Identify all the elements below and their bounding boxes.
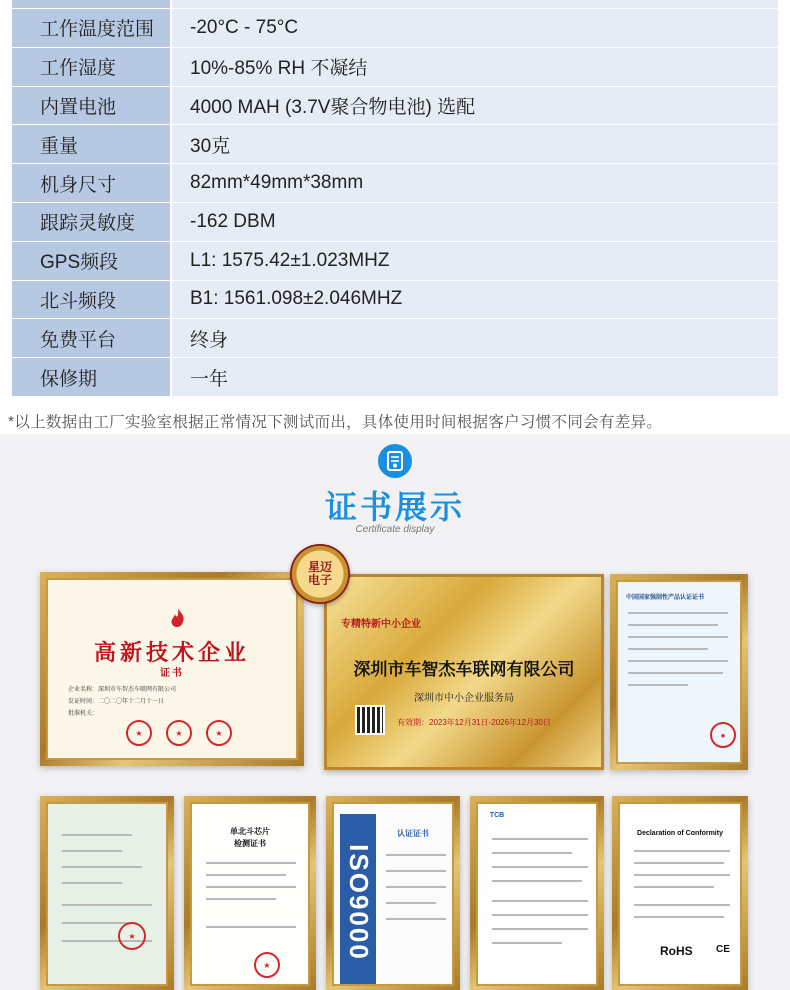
certificate-icon — [378, 444, 412, 478]
certificate-heading: 中国国家强制性产品认证证书 — [626, 595, 705, 601]
spec-row-top-edge — [12, 0, 778, 9]
spec-label: 北斗频段 — [12, 281, 172, 319]
spec-row — [12, 9, 778, 48]
spec-value: 4000 MAH (3.7V聚合物电池) 选配 — [172, 87, 778, 125]
certificate-high-tech — [40, 572, 304, 766]
iso-banner: ISO9000 — [340, 814, 376, 986]
plaque-org: 深圳市中小企业服务局 — [414, 693, 514, 704]
disclaimer-note: *以上数据由工厂实验室根据正常情况下测试而出，具体使用时间根据客户习惯不同会有差异。 — [8, 414, 663, 431]
red-seal-icon: ★ — [126, 720, 152, 746]
plaque-title: 深圳市车智杰车联网有限公司 — [353, 660, 575, 679]
certificate-beidou — [184, 796, 316, 990]
spec-label: 保修期 — [12, 358, 172, 396]
certificate-heading: 认证证书 — [397, 829, 429, 838]
badge-text: 星迈电子 — [307, 559, 332, 587]
spec-label: 工作温度范围 — [12, 9, 172, 47]
brand-badge — [290, 544, 350, 604]
red-seal-icon: ★ — [166, 720, 192, 746]
section-title: 证书展示 — [324, 489, 465, 525]
certificate-title: Declaration of Conformity — [637, 830, 723, 837]
plaque-tag: 专精特新中小企业 — [341, 619, 421, 630]
certificate-title: 单北斗芯片 — [230, 827, 270, 836]
spec-value: B1: 1561.098±2.046MHZ — [172, 281, 778, 319]
spec-row — [12, 242, 778, 281]
certificate-section — [0, 434, 790, 990]
certificate-tcb — [470, 796, 604, 990]
spec-value: -20°C - 75°C — [172, 9, 778, 47]
spec-label: 机身尺寸 — [12, 164, 172, 202]
certificate-subtitle: 证书 — [160, 668, 184, 679]
plaque-validity: 有效期：2023年12月31日-2026年12月30日 — [397, 718, 551, 727]
spec-label: 免费平台 — [12, 319, 172, 357]
certificate-iso — [326, 796, 460, 990]
spec-value: 终身 — [172, 319, 778, 357]
rohs-logo: RoHS — [660, 944, 693, 958]
certificate-line: 批准机关： — [68, 711, 99, 717]
spec-table — [12, 0, 778, 397]
certificate-ccc — [610, 574, 748, 770]
qr-code-icon — [355, 705, 385, 735]
tcb-logo: TCB — [489, 812, 505, 819]
certificate-line: 企业名称：深圳市车智杰车联网有限公司 — [68, 687, 177, 693]
spec-label: 内置电池 — [12, 87, 172, 125]
certificate-line: 发证时间：二〇二〇年十二月十一日 — [68, 699, 165, 705]
spec-row — [12, 203, 778, 242]
red-seal-icon: ★ — [118, 922, 146, 950]
certificate-conformity — [612, 796, 748, 990]
spec-value: -162 DBM — [172, 203, 778, 241]
spec-row — [12, 125, 778, 164]
spec-value: 10%-85% RH 不凝结 — [172, 48, 778, 86]
ce-logo: CE — [716, 944, 730, 955]
spec-row — [12, 87, 778, 126]
spec-row — [12, 164, 778, 203]
certificate-plaque — [324, 574, 604, 770]
spec-label: 重量 — [12, 125, 172, 163]
certificate-title: 高新技术企业 — [93, 640, 250, 665]
spec-value: L1: 1575.42±1.023MHZ — [172, 242, 778, 280]
spec-label: 跟踪灵敏度 — [12, 203, 172, 241]
spec-row — [12, 319, 778, 358]
spec-value: 一年 — [172, 358, 778, 396]
spec-row — [12, 358, 778, 397]
section-subtitle: Certificate display — [355, 524, 435, 535]
spec-value: 82mm*49mm*38mm — [172, 164, 778, 202]
spec-label: GPS频段 — [12, 242, 172, 280]
certificate-green — [40, 796, 174, 990]
red-seal-icon: ● — [710, 722, 736, 748]
spec-row — [12, 48, 778, 87]
red-seal-icon: ★ — [254, 952, 280, 978]
flame-logo-icon — [166, 608, 190, 630]
spec-value: 30克 — [172, 125, 778, 163]
red-seal-icon: ★ — [206, 720, 232, 746]
spec-row — [12, 281, 778, 320]
spec-label: 工作湿度 — [12, 48, 172, 86]
certificate-subtitle: 检测证书 — [234, 839, 266, 848]
